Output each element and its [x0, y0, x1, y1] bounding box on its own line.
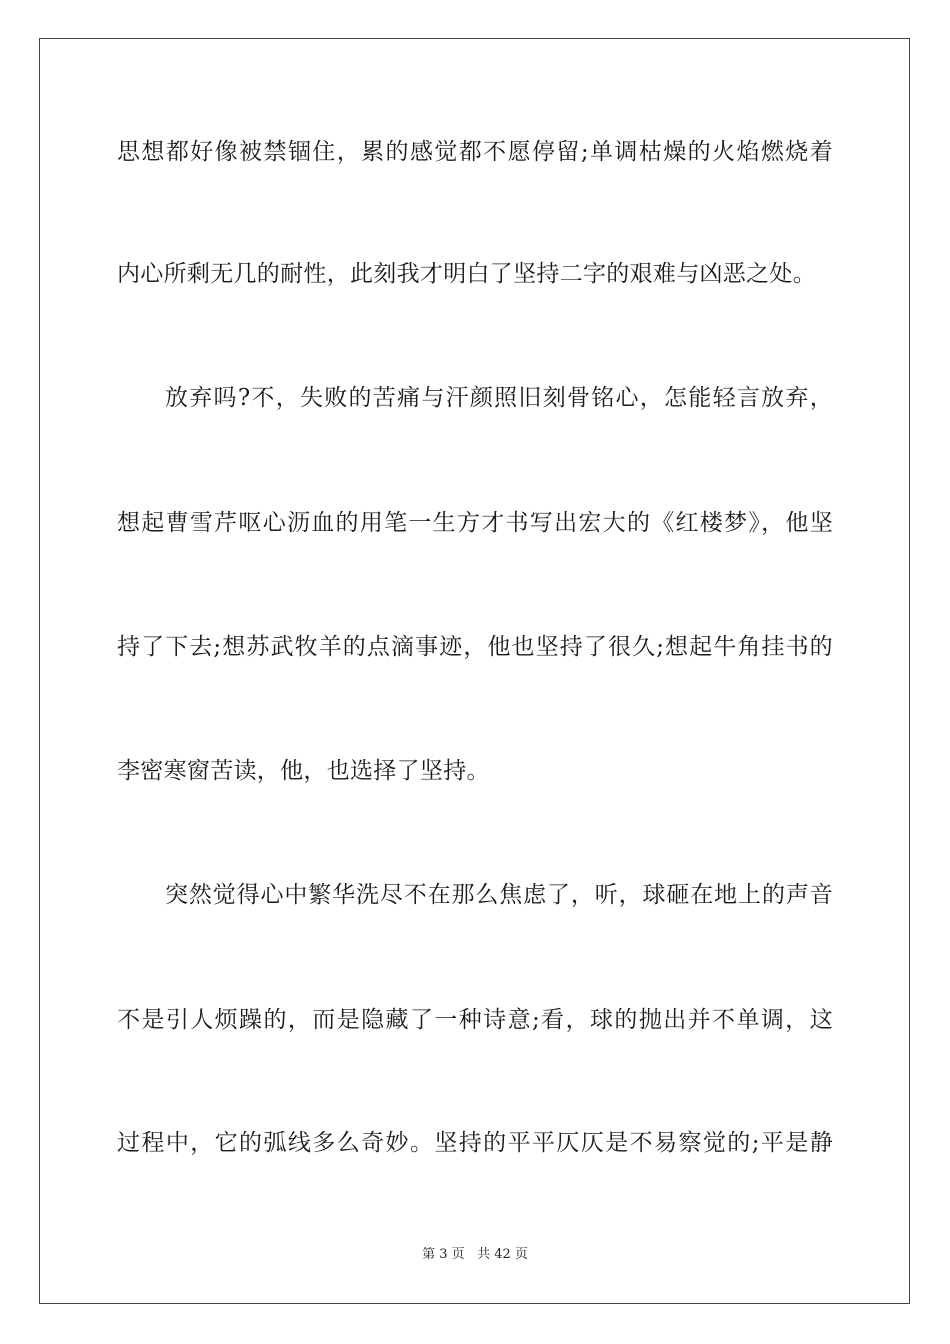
text-line-4: 想起曹雪芹呕心沥血的用笔一生方才书写出宏大的《红楼梦》，他坚 — [117, 510, 833, 536]
text-line-2: 内心所剩无几的耐性，此刻我才明白了坚持二字的艰难与凶恶之处。 — [117, 261, 816, 287]
text-line-1: 思想都好像被禁锢住，累的感觉都不愿停留;单调枯燥的火焰燃烧着 — [117, 139, 833, 165]
page-number: 第 3 页 — [422, 1247, 465, 1262]
text-line-6: 李密寒窗苦读，他，也选择了坚持。 — [117, 758, 490, 784]
paragraph-start-line-3: 放弃吗?不，失败的苦痛与汗颜照旧刻骨铭心，怎能轻言放弃， — [165, 385, 833, 411]
paragraph-start-line-7: 突然觉得心中繁华洗尽不在那么焦虑了，听，球砸在地上的声音 — [165, 882, 833, 908]
text-line-5: 持了下去;想苏武牧羊的点滴事迹，他也坚持了很久;想起牛角挂书的 — [117, 634, 833, 660]
total-pages: 共 42 页 — [477, 1247, 528, 1262]
text-line-8: 不是引人烦躁的，而是隐藏了一种诗意;看，球的抛出并不单调，这 — [117, 1007, 833, 1033]
page-frame — [39, 38, 910, 1304]
page-footer — [0, 1246, 950, 1264]
text-line-9: 过程中，它的弧线多么奇妙。坚持的平平仄仄是不易察觉的;平是静 — [117, 1130, 833, 1156]
